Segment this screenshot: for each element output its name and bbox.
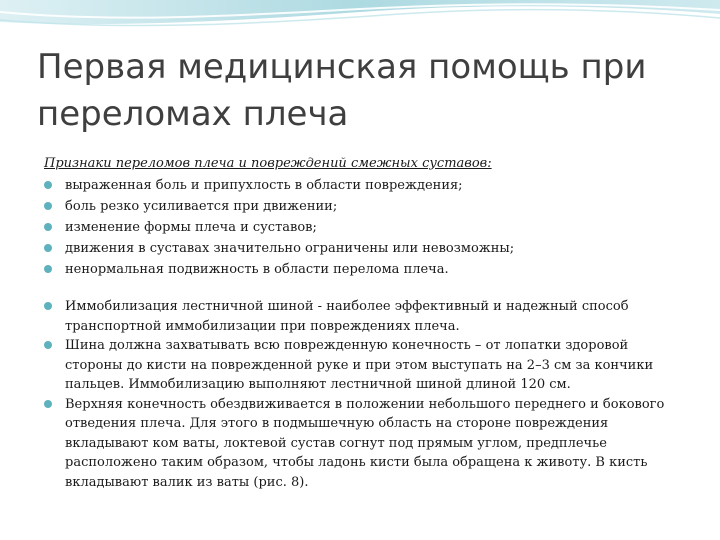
list-item-text: Иммобилизация лестничной шиной - наиболее эффективный и надежный способ транспортной иммобилизации при повреждениях плеча. — [65, 299, 629, 334]
slide-content — [44, 153, 684, 492]
bullet-icon — [44, 244, 52, 252]
list-item — [44, 259, 684, 280]
list-item — [44, 217, 684, 238]
bullet-icon — [44, 341, 52, 349]
list-item — [44, 175, 684, 196]
list-item — [44, 336, 684, 395]
list-item-text: ненормальная подвижность в области перелома плеча. — [65, 262, 449, 277]
bullet-icon — [44, 181, 52, 189]
list-item-text: изменение формы плеча и суставов; — [65, 220, 317, 235]
bullet-icon — [44, 223, 52, 231]
list-item — [44, 238, 684, 259]
list-item-text: Шина должна захватывать всю поврежденную конечность – от лопатки здоровой стороны до кисти на поврежденной руке и при этом выступать на 2–3 см за кончики пальцев. Иммобилизацию выполняют лестничной шиной длиной 120 см. — [65, 338, 654, 392]
list-item — [44, 196, 684, 217]
signs-list — [44, 175, 684, 280]
list-item-text: боль резко усиливается при движении; — [65, 199, 338, 214]
bullet-icon — [44, 265, 52, 273]
list-item-text: Верхняя конечность обездвиживается в положении небольшого переднего и бокового отведения плеча. Для этого в подмышечную область на стороне повреждения вкладывают ком ваты, локтевой сустав согнут под прямым углом, предплечье расположено таким образом, чтобы ладонь кисти была обращена к животу. В кисть вкладывают валик из ваты (рис. 8). — [65, 396, 665, 490]
bullet-icon — [44, 302, 52, 310]
list-item-text: движения в суставах значительно ограничены или невозможны; — [65, 241, 515, 256]
bullet-icon — [44, 202, 52, 210]
list-item-text: выраженная боль и припухлость в области повреждения; — [65, 178, 463, 193]
list-item — [44, 395, 684, 493]
immobilization-list — [44, 297, 684, 492]
slide-title: Первая медицинская помощь при переломах плеча — [37, 47, 647, 134]
list-item — [44, 297, 684, 336]
signs-heading: Признаки переломов плеча и повреждений смежных суставов: — [44, 156, 492, 171]
bullet-icon — [44, 400, 52, 408]
